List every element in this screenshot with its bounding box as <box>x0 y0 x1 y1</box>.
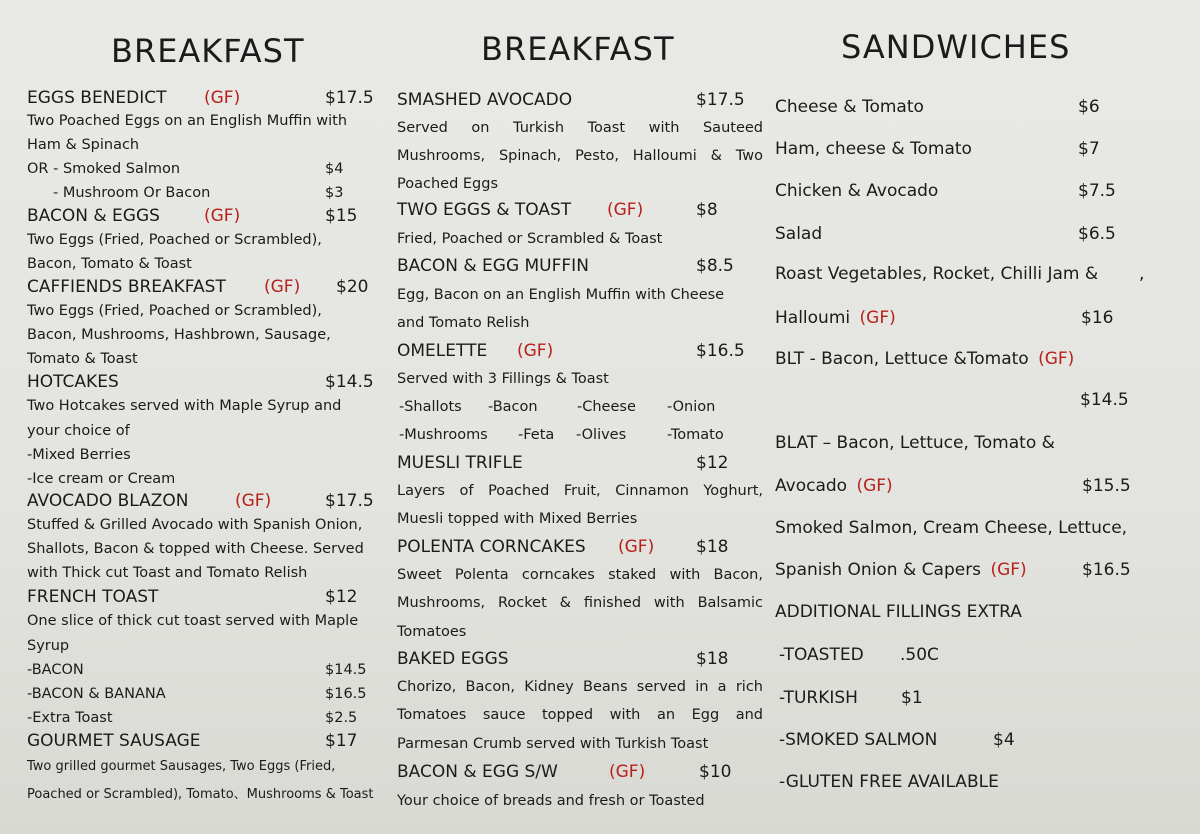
option-price: $16.5 <box>325 686 367 702</box>
menu-item-avocado-blazon <box>27 491 387 513</box>
item-price: $14.5 <box>1080 390 1129 410</box>
item-price: $12 <box>696 453 729 473</box>
item-description: Stuffed & Grilled Avocado with Spanish Onion, <box>27 517 363 533</box>
item-name: AVOCADO BLAZON <box>27 491 189 511</box>
extra-option <box>775 772 1175 792</box>
menu-item-bacon-egg-sw <box>397 762 763 784</box>
item-name: HOTCAKES <box>27 372 119 392</box>
item-name: Salad <box>775 224 823 244</box>
item-name: Smoked Salmon, Cream Cheese, Lettuce, <box>775 518 1128 538</box>
item-description: Bacon, Mushrooms, Hashbrown, Sausage, <box>27 327 331 343</box>
item-name: EGGS BENEDICT <box>27 88 167 108</box>
item-description: Two Hotcakes served with Maple Syrup and <box>27 398 342 414</box>
menu-item-hotcakes <box>27 372 387 394</box>
option-name: -TOASTED <box>779 645 864 665</box>
column-title: BREAKFAST <box>111 32 305 70</box>
option-price: $4 <box>325 161 344 177</box>
item-description: Poached Eggs <box>397 176 499 192</box>
menu-item-french-toast <box>27 587 387 609</box>
item-price: $15 <box>325 206 358 226</box>
item-description: Mushrooms, Rocket & finished with Balsamic <box>397 595 763 611</box>
additional-fillings-heading: ADDITIONAL FILLINGS EXTRA <box>775 602 1022 622</box>
filling-option: -Mushrooms <box>399 427 488 443</box>
gluten-free-badge: (GF) <box>235 491 272 511</box>
item-description: Egg, Bacon on an English Muffin with Cheese <box>397 287 725 303</box>
item-description: Two Eggs (Fried, Poached or Scrambled), <box>27 303 322 319</box>
menu-item-muesli-trifle <box>397 453 763 475</box>
option-name: -TURKISH <box>779 688 858 708</box>
option-name: -BACON & BANANA <box>27 686 166 702</box>
item-description: Tomatoes <box>397 624 467 640</box>
item-description: Tomato & Toast <box>27 351 138 367</box>
item-description: Shallots, Bacon & topped with Cheese. Served <box>27 541 364 557</box>
sandwich-item <box>775 139 1175 159</box>
item-description: Your choice of breads and fresh or Toasted <box>397 793 705 809</box>
item-name: FRENCH TOAST <box>27 587 159 607</box>
gluten-free-badge: (GF) <box>618 537 655 557</box>
item-description: Two Poached Eggs on an English Muffin with <box>27 113 348 129</box>
item-description: -Mixed Berries <box>27 447 131 463</box>
sandwich-item <box>775 518 1175 538</box>
gluten-free-badge: (GF) <box>264 277 301 297</box>
menu-item-gourmet-sausage <box>27 731 387 753</box>
item-description: Mushrooms, Spinach, Pesto, Halloumi & Two <box>397 148 763 164</box>
item-description: Fried, Poached or Scrambled & Toast <box>397 231 663 247</box>
item-price: $17.5 <box>696 90 745 110</box>
sandwich-item <box>775 433 1175 453</box>
filling-option: -Olives <box>576 427 627 443</box>
stray-mark: , <box>1139 264 1145 284</box>
item-name: Halloumi <box>775 308 851 328</box>
item-name: BAKED EGGS <box>397 649 509 669</box>
item-price: $7 <box>1078 139 1100 159</box>
item-price: $18 <box>696 649 729 669</box>
item-name: Cheese & Tomato <box>775 97 924 117</box>
item-name: GOURMET SAUSAGE <box>27 731 201 751</box>
item-description: Syrup <box>27 638 70 654</box>
item-description: Poached or Scrambled), Tomato、Mushrooms & Toast <box>27 787 374 802</box>
sandwich-item <box>775 181 1175 201</box>
menu-item-omelette <box>397 341 763 363</box>
option-line <box>27 686 387 702</box>
item-price: $20 <box>336 277 369 297</box>
item-price: $16.5 <box>696 341 745 361</box>
item-price: $14.5 <box>325 372 374 392</box>
sandwich-item <box>775 476 1175 496</box>
option-price: $14.5 <box>325 662 367 678</box>
option-name: -SMOKED SALMON <box>779 730 938 750</box>
option-price: .50C <box>900 645 939 665</box>
option-name: -BACON <box>27 662 84 678</box>
gluten-free-badge: (GF) <box>859 308 896 328</box>
menu-item-bacon-egg-muffin <box>397 256 763 278</box>
item-name: OMELETTE <box>397 341 488 361</box>
item-price: $16.5 <box>1082 560 1131 580</box>
filling-option: -Feta <box>518 427 555 443</box>
item-description: Served with 3 Fillings & Toast <box>397 371 609 387</box>
item-name: BLT - Bacon, Lettuce &Tomato <box>775 349 1029 369</box>
item-price: $7.5 <box>1078 181 1116 201</box>
filling-option: -Bacon <box>488 399 538 415</box>
item-price: $8.5 <box>696 256 734 276</box>
item-price: $6 <box>1078 97 1100 117</box>
gluten-free-badge: (GF) <box>204 88 241 108</box>
menu-item-baked-eggs <box>397 649 763 671</box>
item-description: -Ice cream or Cream <box>27 471 176 487</box>
item-description: Two grilled gourmet Sausages, Two Eggs (Fried, <box>27 759 336 774</box>
gluten-free-badge: (GF) <box>1038 349 1075 369</box>
item-description: with Thick cut Toast and Tomato Relish <box>27 565 308 581</box>
item-name: Avocado <box>775 476 848 496</box>
option-price: $1 <box>901 688 923 708</box>
option-line <box>27 161 387 177</box>
item-price: $12 <box>325 587 358 607</box>
item-name: Roast Vegetables, Rocket, Chilli Jam & <box>775 264 1099 284</box>
sandwich-item <box>775 308 1175 328</box>
item-name: Ham, cheese & Tomato <box>775 139 972 159</box>
menu-item-bacon-eggs <box>27 206 387 228</box>
option-price: $3 <box>325 185 344 201</box>
item-description: Parmesan Crumb served with Turkish Toast <box>397 736 709 752</box>
option-price: $2.5 <box>325 710 358 726</box>
sandwich-item <box>775 349 1175 369</box>
extra-option <box>775 730 1175 750</box>
sandwich-item <box>775 560 1175 580</box>
column-title: SANDWICHES <box>841 28 1071 66</box>
item-description: your choice of <box>27 423 130 439</box>
item-description: Chorizo, Bacon, Kidney Beans served in a rich <box>397 679 763 695</box>
gluten-free-badge: (GF) <box>517 341 554 361</box>
menu-item-two-eggs-toast <box>397 200 763 222</box>
extra-option <box>775 645 1175 665</box>
item-description: Muesli topped with Mixed Berries <box>397 511 638 527</box>
option-price: $4 <box>993 730 1015 750</box>
option-name: -GLUTEN FREE AVAILABLE <box>779 772 999 792</box>
item-name: SMASHED AVOCADO <box>397 90 573 110</box>
item-name: MUESLI TRIFLE <box>397 453 523 473</box>
item-price: $6.5 <box>1078 224 1116 244</box>
option-name: - Mushroom Or Bacon <box>53 185 211 201</box>
item-description: Tomatoes sauce topped with an Egg and <box>397 707 763 723</box>
gluten-free-badge: (GF) <box>607 200 644 220</box>
filling-option: -Cheese <box>577 399 636 415</box>
column-title: BREAKFAST <box>481 30 675 68</box>
menu-item-eggs-benedict <box>27 88 387 110</box>
gluten-free-badge: (GF) <box>609 762 646 782</box>
item-description: and Tomato Relish <box>397 315 530 331</box>
gluten-free-badge: (GF) <box>204 206 241 226</box>
item-name: BACON & EGG S/W <box>397 762 558 782</box>
option-line <box>27 185 387 201</box>
sandwich-item <box>775 264 1175 284</box>
filling-option: -Shallots <box>399 399 462 415</box>
sandwich-item <box>775 224 1175 244</box>
item-name: BACON & EGG MUFFIN <box>397 256 589 276</box>
gluten-free-badge: (GF) <box>990 560 1027 580</box>
item-name: Chicken & Avocado <box>775 181 939 201</box>
extra-option <box>775 688 1175 708</box>
item-name: Spanish Onion & Capers <box>775 560 982 580</box>
item-description: Layers of Poached Fruit, Cinnamon Yoghurt, <box>397 483 763 499</box>
item-name: BLAT – Bacon, Lettuce, Tomato & <box>775 433 1055 453</box>
item-name: CAFFIENDS BREAKFAST <box>27 277 226 297</box>
item-price: $17.5 <box>325 88 374 108</box>
item-price: $8 <box>696 200 718 220</box>
item-description: Ham & Spinach <box>27 137 140 153</box>
item-price: $15.5 <box>1082 476 1131 496</box>
menu-item-caffiends-breakfast <box>27 277 387 299</box>
item-price: $18 <box>696 537 729 557</box>
item-price: $17 <box>325 731 358 751</box>
item-price: $16 <box>1081 308 1114 328</box>
item-description: Bacon, Tomato & Toast <box>27 256 192 272</box>
option-name: OR - Smoked Salmon <box>27 161 181 177</box>
item-price: $10 <box>699 762 732 782</box>
item-description: Two Eggs (Fried, Poached or Scrambled), <box>27 232 322 248</box>
filling-option: -Onion <box>667 399 716 415</box>
gluten-free-badge: (GF) <box>856 476 893 496</box>
filling-option: -Tomato <box>667 427 724 443</box>
menu-item-smashed-avocado <box>397 90 763 112</box>
item-name: TWO EGGS & TOAST <box>397 200 572 220</box>
sandwich-item <box>775 97 1175 117</box>
item-name: POLENTA CORNCAKES <box>397 537 586 557</box>
option-line <box>27 662 387 678</box>
item-name: BACON & EGGS <box>27 206 160 226</box>
option-name: -Extra Toast <box>27 710 113 726</box>
option-line <box>27 710 387 726</box>
item-price: $17.5 <box>325 491 374 511</box>
item-description: One slice of thick cut toast served with Maple <box>27 613 359 629</box>
menu-item-polenta-corncakes <box>397 537 763 559</box>
item-description: Sweet Polenta corncakes staked with Bacon, <box>397 567 763 583</box>
item-description: Served on Turkish Toast with Sauteed <box>397 120 763 136</box>
